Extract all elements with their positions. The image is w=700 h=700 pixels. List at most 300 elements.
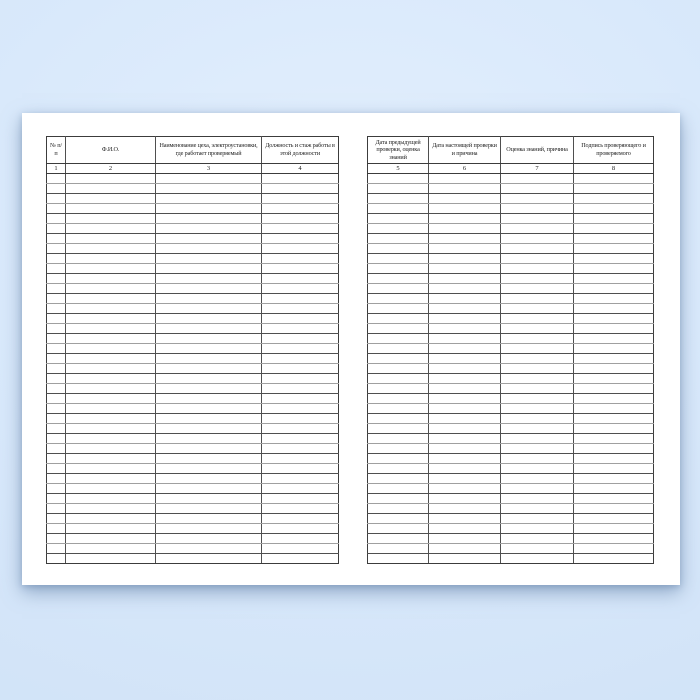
- empty-cell: [501, 494, 574, 504]
- empty-table-row: [47, 484, 339, 494]
- empty-table-row: [47, 384, 339, 394]
- empty-cell: [262, 424, 339, 434]
- empty-cell: [574, 294, 654, 304]
- empty-cell: [262, 304, 339, 314]
- empty-table-row: [368, 224, 654, 234]
- empty-table-row: [368, 384, 654, 394]
- empty-table-row: [47, 374, 339, 384]
- empty-cell: [47, 324, 66, 334]
- empty-table-row: [47, 544, 339, 554]
- empty-cell: [262, 484, 339, 494]
- empty-table-row: [368, 244, 654, 254]
- empty-cell: [501, 454, 574, 464]
- empty-cell: [501, 374, 574, 384]
- empty-cell: [156, 404, 262, 414]
- empty-cell: [574, 264, 654, 274]
- empty-cell: [429, 344, 501, 354]
- empty-table-row: [47, 354, 339, 364]
- empty-table-row: [47, 414, 339, 424]
- column-number: 3: [156, 164, 262, 174]
- empty-cell: [156, 474, 262, 484]
- empty-cell: [574, 274, 654, 284]
- empty-table-row: [368, 324, 654, 334]
- empty-cell: [66, 174, 156, 184]
- table-body-right: [368, 174, 654, 564]
- empty-cell: [156, 264, 262, 274]
- empty-table-row: [368, 304, 654, 314]
- empty-cell: [66, 394, 156, 404]
- empty-cell: [156, 284, 262, 294]
- empty-cell: [368, 194, 429, 204]
- empty-cell: [156, 194, 262, 204]
- empty-cell: [47, 274, 66, 284]
- empty-cell: [262, 294, 339, 304]
- empty-cell: [501, 394, 574, 404]
- empty-cell: [156, 274, 262, 284]
- empty-cell: [368, 244, 429, 254]
- empty-cell: [368, 304, 429, 314]
- empty-cell: [429, 524, 501, 534]
- empty-table-row: [47, 264, 339, 274]
- empty-cell: [574, 224, 654, 234]
- empty-cell: [368, 274, 429, 284]
- empty-cell: [368, 374, 429, 384]
- empty-table-row: [47, 174, 339, 184]
- empty-cell: [501, 344, 574, 354]
- empty-cell: [368, 454, 429, 464]
- empty-table-row: [47, 254, 339, 264]
- empty-table-row: [47, 394, 339, 404]
- empty-cell: [156, 334, 262, 344]
- empty-cell: [429, 314, 501, 324]
- empty-cell: [429, 224, 501, 234]
- empty-cell: [262, 344, 339, 354]
- empty-cell: [429, 544, 501, 554]
- numbering-row-right: [368, 164, 654, 174]
- empty-cell: [262, 524, 339, 534]
- empty-cell: [262, 454, 339, 464]
- empty-cell: [262, 374, 339, 384]
- empty-cell: [501, 544, 574, 554]
- empty-cell: [47, 184, 66, 194]
- column-number: 6: [429, 164, 501, 174]
- empty-table-row: [47, 234, 339, 244]
- empty-table-row: [368, 464, 654, 474]
- empty-table-row: [368, 184, 654, 194]
- empty-cell: [501, 284, 574, 294]
- empty-cell: [574, 554, 654, 564]
- empty-cell: [368, 324, 429, 334]
- empty-cell: [262, 324, 339, 334]
- empty-table-row: [368, 534, 654, 544]
- column-number: 7: [501, 164, 574, 174]
- empty-cell: [501, 424, 574, 434]
- empty-table-row: [47, 284, 339, 294]
- empty-cell: [262, 394, 339, 404]
- empty-cell: [368, 264, 429, 274]
- empty-cell: [47, 204, 66, 214]
- empty-cell: [262, 314, 339, 324]
- empty-cell: [262, 264, 339, 274]
- empty-table-row: [47, 474, 339, 484]
- empty-cell: [368, 314, 429, 324]
- empty-cell: [368, 354, 429, 364]
- empty-cell: [156, 224, 262, 234]
- empty-cell: [574, 474, 654, 484]
- empty-table-row: [47, 274, 339, 284]
- empty-table-row: [368, 524, 654, 534]
- empty-cell: [47, 474, 66, 484]
- empty-cell: [368, 394, 429, 404]
- empty-table-row: [368, 504, 654, 514]
- empty-table-row: [368, 454, 654, 464]
- empty-cell: [66, 234, 156, 244]
- empty-cell: [47, 254, 66, 264]
- empty-table-row: [47, 454, 339, 464]
- empty-cell: [429, 484, 501, 494]
- empty-cell: [47, 434, 66, 444]
- empty-cell: [66, 464, 156, 474]
- empty-table-row: [47, 524, 339, 534]
- empty-cell: [262, 244, 339, 254]
- empty-cell: [156, 304, 262, 314]
- empty-cell: [66, 244, 156, 254]
- empty-cell: [574, 244, 654, 254]
- column-number: 8: [574, 164, 654, 174]
- empty-table-row: [47, 304, 339, 314]
- empty-cell: [368, 364, 429, 374]
- empty-cell: [429, 274, 501, 284]
- column-header-fio: Ф.И.О.: [66, 137, 156, 164]
- empty-cell: [66, 554, 156, 564]
- empty-cell: [156, 204, 262, 214]
- empty-cell: [574, 404, 654, 414]
- empty-cell: [262, 354, 339, 364]
- empty-cell: [66, 294, 156, 304]
- empty-cell: [501, 224, 574, 234]
- empty-cell: [501, 264, 574, 274]
- empty-cell: [429, 304, 501, 314]
- column-header-position: Должность и стаж работы в этой должности: [262, 137, 339, 164]
- empty-cell: [574, 174, 654, 184]
- empty-cell: [429, 254, 501, 264]
- empty-table-row: [47, 194, 339, 204]
- empty-cell: [501, 174, 574, 184]
- empty-cell: [501, 324, 574, 334]
- empty-cell: [262, 254, 339, 264]
- empty-table-row: [368, 494, 654, 504]
- empty-cell: [66, 474, 156, 484]
- empty-cell: [574, 524, 654, 534]
- empty-cell: [429, 404, 501, 414]
- empty-table-row: [368, 174, 654, 184]
- empty-cell: [429, 374, 501, 384]
- empty-cell: [262, 234, 339, 244]
- empty-cell: [574, 424, 654, 434]
- empty-cell: [156, 244, 262, 254]
- empty-cell: [66, 434, 156, 444]
- empty-cell: [368, 404, 429, 414]
- empty-cell: [574, 534, 654, 544]
- empty-cell: [429, 354, 501, 364]
- empty-cell: [368, 334, 429, 344]
- empty-cell: [47, 404, 66, 414]
- empty-table-row: [368, 194, 654, 204]
- empty-cell: [429, 194, 501, 204]
- empty-table-row: [368, 434, 654, 444]
- empty-cell: [429, 214, 501, 224]
- empty-cell: [262, 554, 339, 564]
- empty-cell: [156, 414, 262, 424]
- empty-cell: [156, 394, 262, 404]
- empty-cell: [429, 384, 501, 394]
- empty-cell: [368, 414, 429, 424]
- empty-cell: [574, 394, 654, 404]
- empty-cell: [501, 514, 574, 524]
- header-row-right: [368, 137, 654, 164]
- empty-cell: [368, 444, 429, 454]
- empty-cell: [156, 544, 262, 554]
- empty-table-row: [368, 314, 654, 324]
- empty-cell: [501, 504, 574, 514]
- empty-cell: [574, 324, 654, 334]
- column-number: 2: [66, 164, 156, 174]
- empty-table-row: [47, 404, 339, 414]
- empty-cell: [156, 514, 262, 524]
- empty-cell: [574, 254, 654, 264]
- empty-cell: [368, 344, 429, 354]
- empty-cell: [66, 264, 156, 274]
- empty-cell: [429, 424, 501, 434]
- empty-cell: [429, 364, 501, 374]
- empty-table-row: [368, 374, 654, 384]
- empty-cell: [574, 444, 654, 454]
- empty-cell: [156, 254, 262, 264]
- empty-table-row: [47, 324, 339, 334]
- empty-cell: [429, 504, 501, 514]
- empty-table-row: [47, 444, 339, 454]
- empty-cell: [429, 174, 501, 184]
- empty-cell: [47, 494, 66, 504]
- empty-cell: [66, 194, 156, 204]
- empty-cell: [156, 484, 262, 494]
- empty-cell: [501, 274, 574, 284]
- empty-cell: [368, 214, 429, 224]
- empty-cell: [501, 524, 574, 534]
- empty-cell: [574, 304, 654, 314]
- empty-cell: [156, 534, 262, 544]
- empty-table-row: [47, 364, 339, 374]
- empty-cell: [156, 434, 262, 444]
- empty-cell: [368, 554, 429, 564]
- journal-table-right: [367, 136, 654, 564]
- empty-cell: [47, 514, 66, 524]
- empty-cell: [368, 384, 429, 394]
- empty-cell: [156, 424, 262, 434]
- empty-cell: [47, 344, 66, 354]
- empty-cell: [501, 484, 574, 494]
- empty-cell: [47, 414, 66, 424]
- empty-table-row: [368, 444, 654, 454]
- empty-cell: [47, 314, 66, 324]
- empty-cell: [66, 304, 156, 314]
- empty-cell: [47, 194, 66, 204]
- empty-table-row: [47, 464, 339, 474]
- empty-cell: [66, 444, 156, 454]
- empty-cell: [501, 414, 574, 424]
- empty-cell: [501, 404, 574, 414]
- empty-cell: [262, 184, 339, 194]
- column-number: 4: [262, 164, 339, 174]
- empty-cell: [47, 244, 66, 254]
- empty-cell: [574, 384, 654, 394]
- empty-cell: [501, 314, 574, 324]
- empty-cell: [66, 404, 156, 414]
- empty-cell: [501, 474, 574, 484]
- empty-table-row: [368, 474, 654, 484]
- empty-cell: [66, 484, 156, 494]
- empty-cell: [501, 234, 574, 244]
- empty-cell: [262, 364, 339, 374]
- empty-cell: [156, 294, 262, 304]
- empty-table-row: [368, 344, 654, 354]
- column-number: 5: [368, 164, 429, 174]
- empty-cell: [368, 254, 429, 264]
- empty-cell: [429, 284, 501, 294]
- empty-cell: [429, 414, 501, 424]
- empty-cell: [368, 294, 429, 304]
- empty-cell: [574, 464, 654, 474]
- journal-table-left: [46, 136, 339, 564]
- empty-cell: [47, 234, 66, 244]
- empty-cell: [47, 214, 66, 224]
- empty-cell: [262, 464, 339, 474]
- empty-cell: [501, 444, 574, 454]
- empty-cell: [47, 484, 66, 494]
- empty-cell: [262, 384, 339, 394]
- empty-table-row: [47, 244, 339, 254]
- empty-cell: [501, 294, 574, 304]
- empty-cell: [368, 424, 429, 434]
- empty-cell: [501, 384, 574, 394]
- empty-table-row: [368, 254, 654, 264]
- empty-table-row: [47, 534, 339, 544]
- empty-table-row: [47, 294, 339, 304]
- empty-cell: [368, 524, 429, 534]
- column-header-signature: Подпись проверяющего и проверяемого: [574, 137, 654, 164]
- empty-cell: [368, 434, 429, 444]
- empty-cell: [429, 434, 501, 444]
- empty-cell: [501, 334, 574, 344]
- empty-table-row: [47, 184, 339, 194]
- empty-cell: [156, 454, 262, 464]
- empty-cell: [262, 204, 339, 214]
- empty-table-row: [368, 354, 654, 364]
- empty-cell: [429, 444, 501, 454]
- empty-cell: [156, 324, 262, 334]
- empty-cell: [47, 334, 66, 344]
- empty-cell: [429, 514, 501, 524]
- empty-cell: [574, 494, 654, 504]
- empty-cell: [66, 454, 156, 464]
- empty-cell: [156, 234, 262, 244]
- empty-cell: [47, 294, 66, 304]
- empty-cell: [501, 304, 574, 314]
- empty-table-row: [47, 494, 339, 504]
- empty-cell: [429, 554, 501, 564]
- empty-cell: [368, 204, 429, 214]
- empty-cell: [47, 224, 66, 234]
- empty-cell: [262, 474, 339, 484]
- empty-table-row: [368, 394, 654, 404]
- empty-cell: [47, 174, 66, 184]
- empty-cell: [574, 214, 654, 224]
- empty-cell: [429, 464, 501, 474]
- empty-cell: [429, 294, 501, 304]
- empty-cell: [156, 174, 262, 184]
- empty-cell: [368, 174, 429, 184]
- empty-table-row: [368, 404, 654, 414]
- empty-table-row: [368, 514, 654, 524]
- journal-sheet: [22, 113, 680, 585]
- empty-cell: [47, 504, 66, 514]
- empty-table-row: [368, 484, 654, 494]
- empty-cell: [574, 284, 654, 294]
- empty-cell: [574, 484, 654, 494]
- empty-cell: [574, 374, 654, 384]
- empty-cell: [574, 454, 654, 464]
- empty-cell: [429, 234, 501, 244]
- empty-table-row: [368, 274, 654, 284]
- empty-cell: [66, 314, 156, 324]
- empty-table-row: [47, 504, 339, 514]
- empty-cell: [368, 504, 429, 514]
- empty-cell: [262, 534, 339, 544]
- empty-cell: [574, 344, 654, 354]
- empty-cell: [429, 244, 501, 254]
- empty-cell: [47, 554, 66, 564]
- empty-cell: [262, 544, 339, 554]
- empty-cell: [66, 274, 156, 284]
- empty-cell: [47, 264, 66, 274]
- empty-cell: [156, 314, 262, 324]
- empty-cell: [501, 204, 574, 214]
- empty-cell: [574, 314, 654, 324]
- empty-cell: [47, 364, 66, 374]
- empty-cell: [501, 464, 574, 474]
- empty-cell: [501, 364, 574, 374]
- empty-table-row: [368, 294, 654, 304]
- empty-cell: [47, 384, 66, 394]
- empty-cell: [262, 274, 339, 284]
- empty-cell: [262, 284, 339, 294]
- empty-cell: [574, 514, 654, 524]
- empty-cell: [66, 184, 156, 194]
- empty-cell: [429, 454, 501, 464]
- empty-table-row: [368, 334, 654, 344]
- empty-table-row: [47, 204, 339, 214]
- empty-cell: [66, 364, 156, 374]
- empty-cell: [66, 524, 156, 534]
- empty-cell: [429, 474, 501, 484]
- empty-table-row: [368, 204, 654, 214]
- column-header-grade: Оценка знаний, причина: [501, 137, 574, 164]
- empty-table-row: [47, 514, 339, 524]
- empty-table-row: [368, 364, 654, 374]
- empty-cell: [66, 354, 156, 364]
- empty-cell: [47, 454, 66, 464]
- empty-cell: [368, 534, 429, 544]
